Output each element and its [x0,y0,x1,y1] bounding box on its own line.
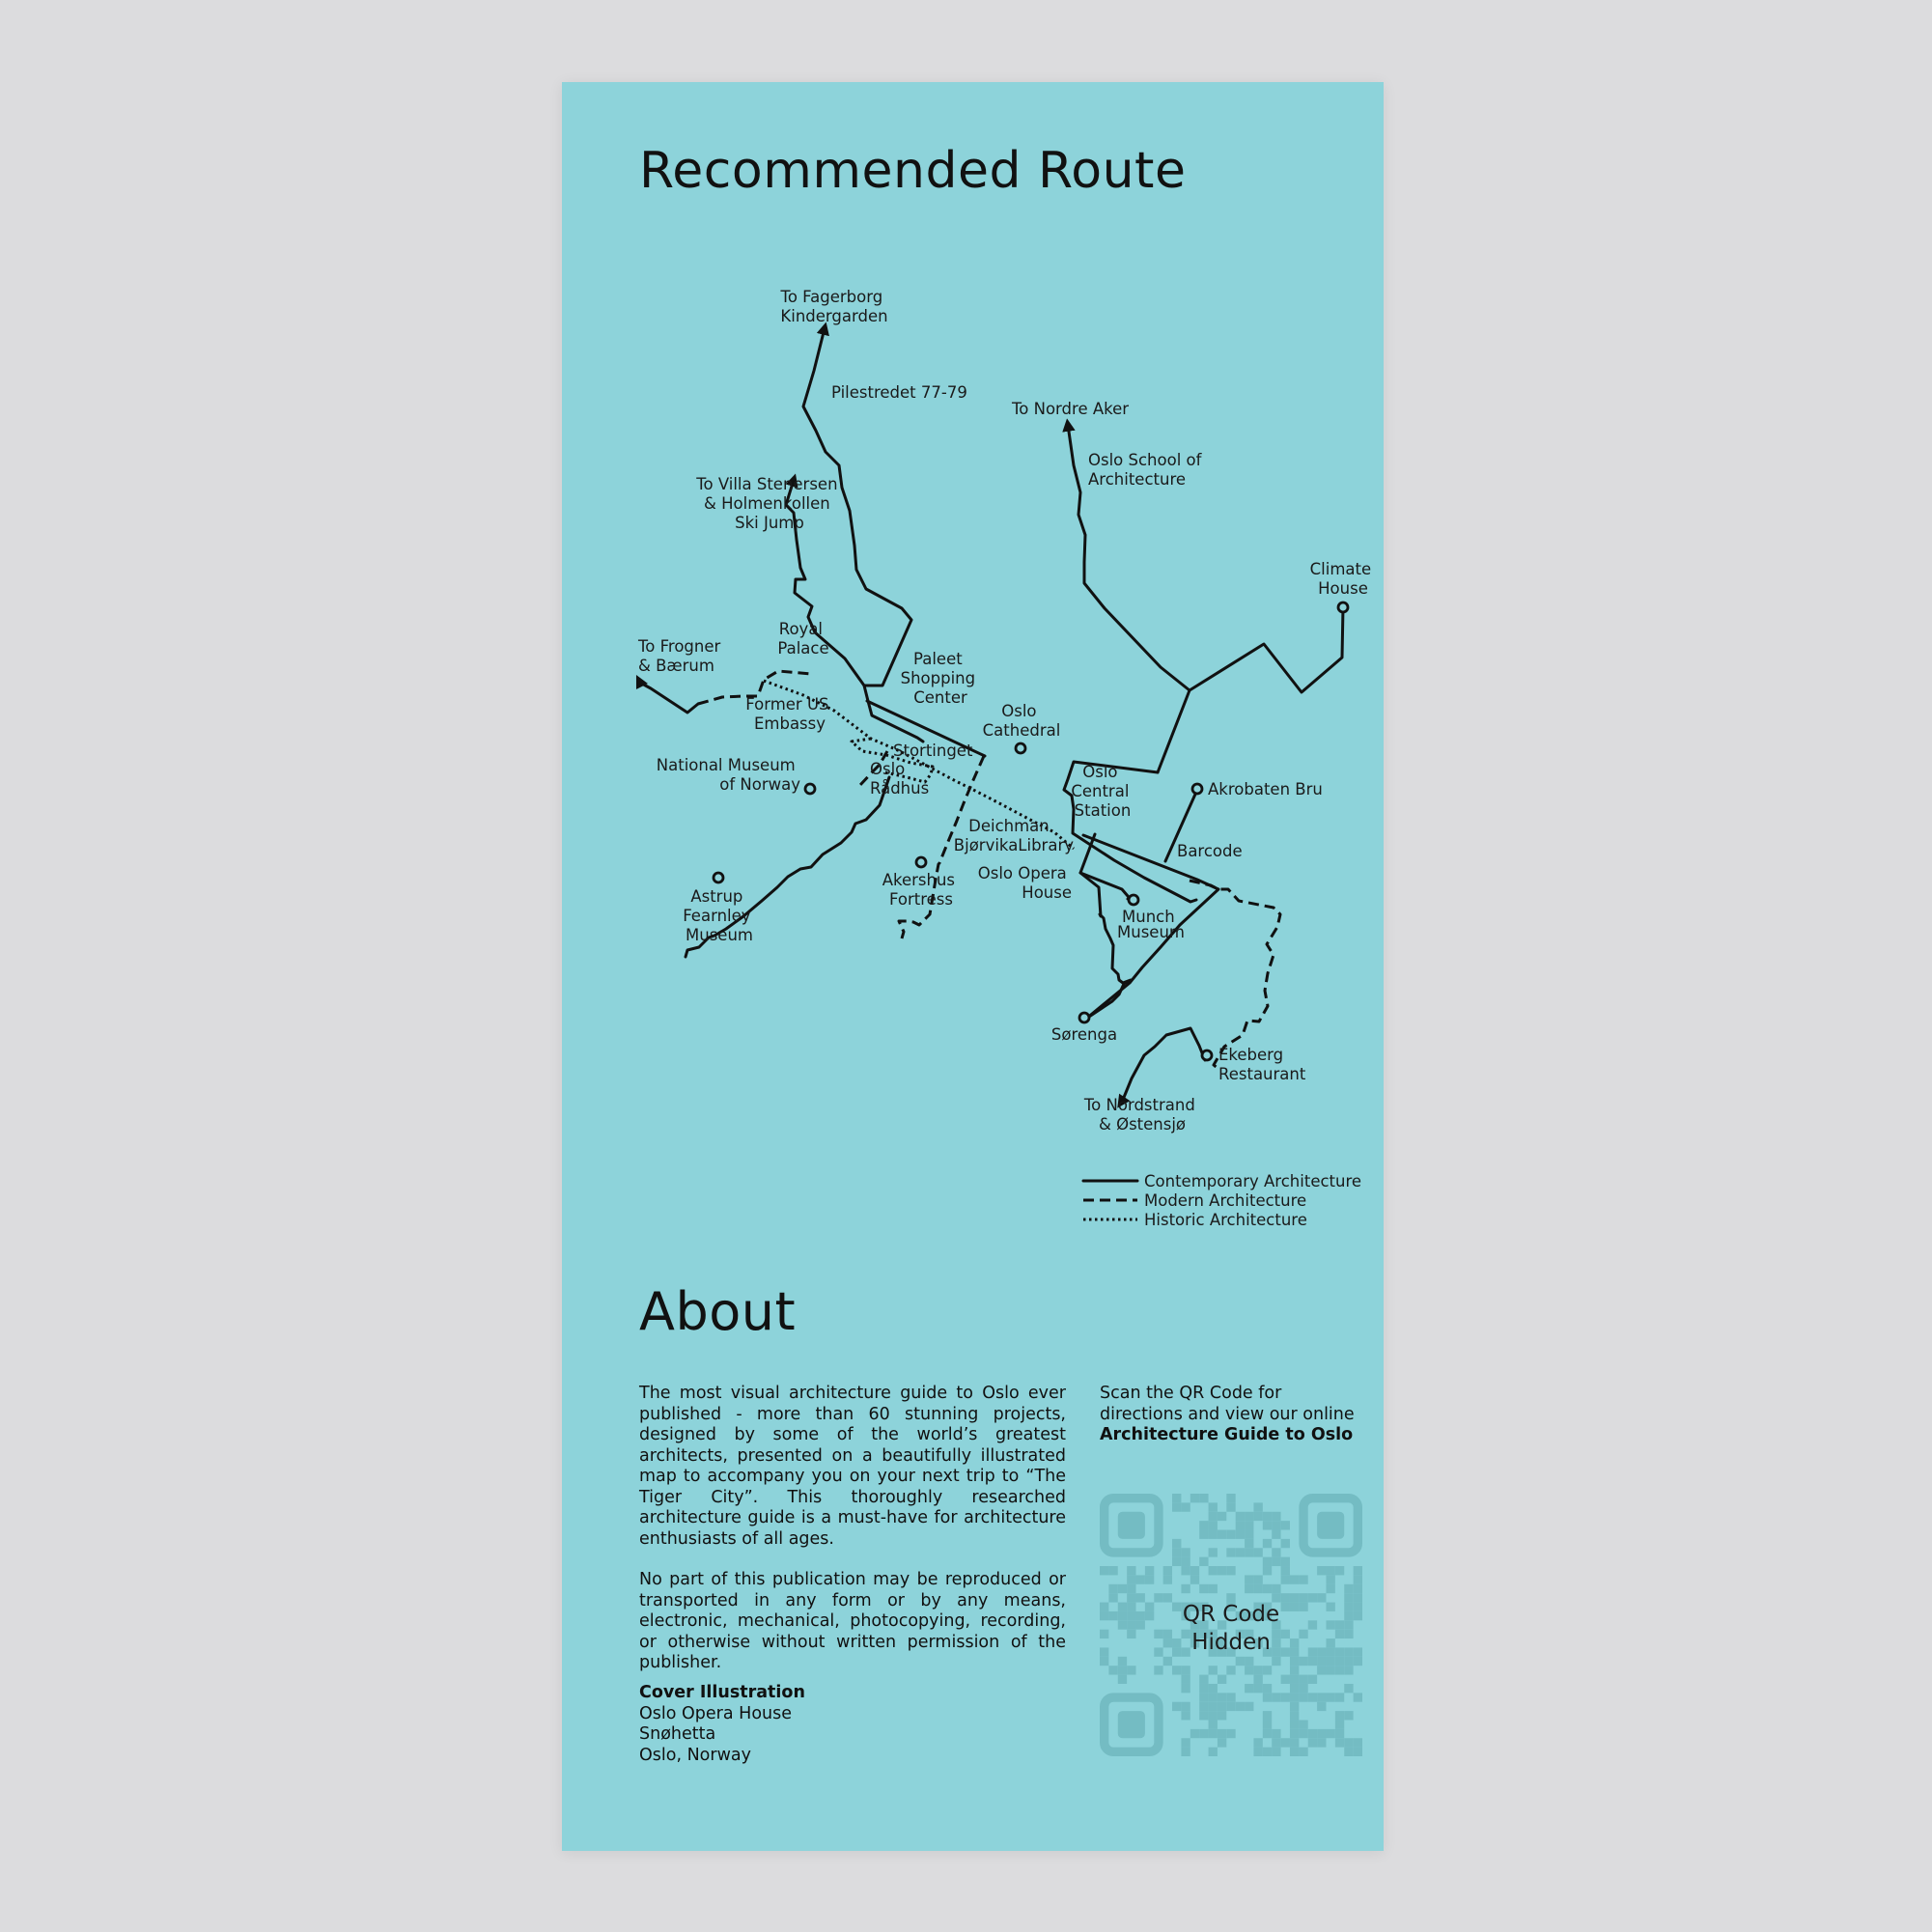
credits-line-2: Snøhetta [639,1724,716,1744]
qr-instructions [1100,1384,1360,1446]
route-frogner [639,681,698,713]
route-climate-house [1190,607,1343,692]
route-card [562,82,1384,1851]
label-nordstrand: To Nordstrand & Østensjø [1083,1096,1195,1134]
about-text [639,1384,1066,1674]
label-nordre-aker: To Nordre Aker [1012,400,1130,418]
label-royal-palace: Royal Palace [777,620,829,658]
label-sorenga: Sørenga [1050,1025,1118,1044]
akrobaten-dot [1192,784,1202,794]
label-deichman: Deichman BjørvikaLibrary [953,817,1074,854]
route-munch-loop [1080,873,1131,1022]
akershus-dot [916,857,926,867]
credits-line-1: Oslo Opera House [639,1703,792,1723]
legend-historic: Historic Architecture [1144,1211,1307,1229]
sorenga-dot [1079,1013,1089,1022]
label-fagerborg: To Fagerborg Kindergarden [780,288,888,325]
label-oslo-school: Oslo School of Architecture [1088,451,1202,489]
page-title: Recommended Route [639,142,1187,200]
label-central-station: Oslo Central Station [1071,763,1132,820]
label-barcode: Barcode [1177,842,1243,860]
about-paragraph-1: The most visual architecture guide to Oslo ever published - more than 60 stunning projects, designed by some of the world’s greatest architects, presented on a beautifully illustrated map to accompany you on your next trip to “The Tiger City”. This thoroughly researched architecture guide is a must-have for architecture enthusiasts of all ages. [639,1384,1066,1549]
route-modern-ekeberg [1190,881,1280,1069]
label-oslo-cathedral: Oslo Cathedral [982,702,1061,740]
label-radhus: Oslo Rådhus [870,760,930,798]
legend-contemporary: Contemporary Architecture [1144,1172,1362,1190]
cover-credits [639,1683,929,1766]
label-frogner: To Frogner & Bærum [638,637,721,675]
label-climate: Climate House [1309,560,1372,598]
astrup-dot [714,873,723,882]
qr-line-1: Scan the QR Code for [1100,1384,1282,1403]
about-paragraph-2: No part of this publication may be reproduced or transported in any form or by any means, electronic, mechanical, photocopying, recording, or otherwise without written permission of the publisher. [639,1570,1066,1672]
label-villa: To Villa Stenersen & Holmenkollen Ski Jump [696,475,838,532]
label-akrobaten: Akrobaten Bru [1208,780,1323,798]
label-akershus: Akershus Fortress [882,871,956,909]
climate-house-dot [1338,602,1348,612]
legend-modern: Modern Architecture [1144,1191,1307,1210]
label-ekeberg: Ekeberg Restaurant [1218,1046,1306,1083]
qr-guide-link[interactable]: Architecture Guide to Oslo [1100,1425,1354,1444]
qr-line-2: directions and view our online [1100,1404,1355,1424]
qr-hidden-label [1100,1601,1362,1657]
route-map [562,82,1384,1289]
credits-heading: Cover Illustration [639,1683,805,1702]
label-munch: Munch Museum [1117,908,1185,941]
map-labels [637,288,1376,1134]
label-pilestredet: Pilestredet 77-79 [831,383,967,402]
route-nordstrand [1121,1028,1205,1103]
qr-hidden-line-2: Hidden [1191,1630,1271,1655]
credits-line-3: Oslo, Norway [639,1745,751,1765]
qr-hidden-line-1: QR Code [1182,1602,1280,1627]
label-stortinget: Stortinget [893,742,973,760]
national-museum-dot [805,784,815,794]
ekeberg-dot [1202,1050,1212,1060]
munch-dot [1129,895,1138,905]
label-opera: Oslo Opera House [977,864,1072,902]
label-paleet: Paleet Shopping Center [900,650,976,707]
label-former-us: Former US Embassy [745,695,829,733]
map-legend [1083,1172,1361,1229]
label-astrup: Astrup Fearnley Museum [683,887,753,944]
about-title: About [639,1281,797,1342]
oslo-cathedral-dot [1016,743,1025,753]
label-national-museum: National Museum of Norway [656,756,800,794]
